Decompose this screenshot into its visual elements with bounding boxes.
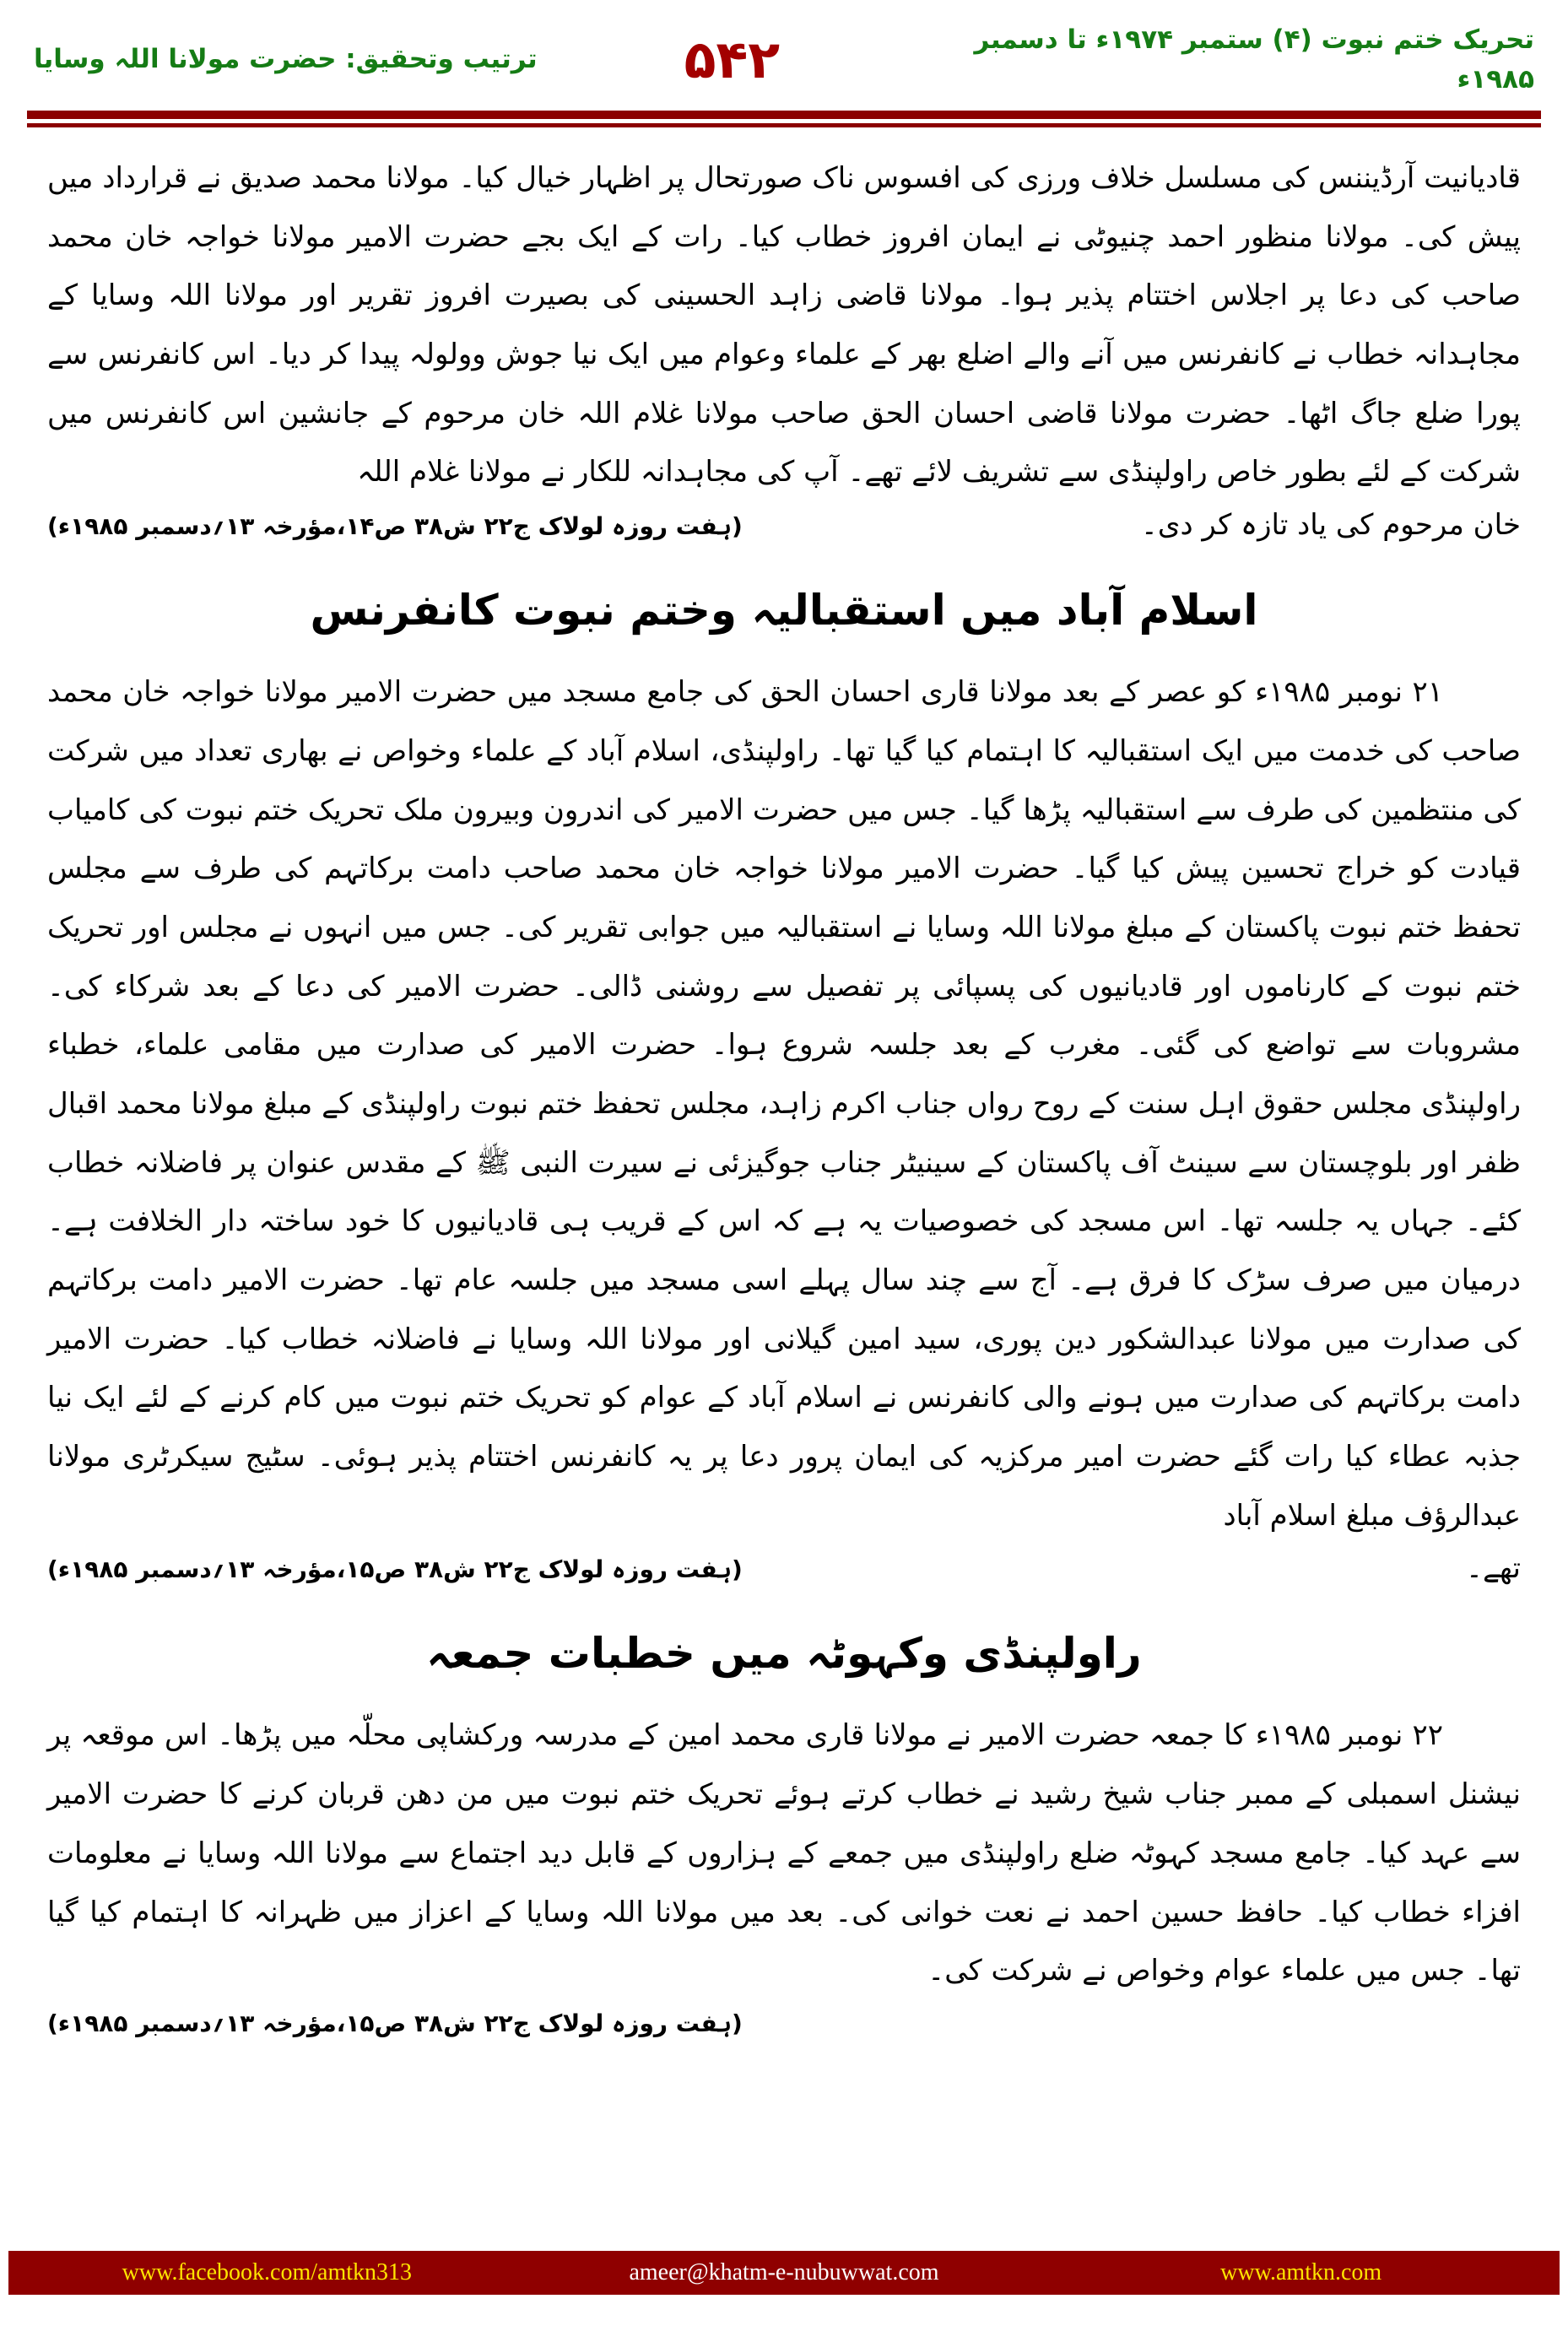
rawalpindi-paragraph: ۲۲ نومبر ۱۹۸۵ء کا جمعہ حضرت الامیر نے مولانا قاری محمد امین کے مدرسہ ورکشاپی محلّہ میں پڑھا۔ اس موقعہ پر نیشنل اسمبلی کے ممبر جناب شیخ رشید نے خطاب کرتے ہوئے تحریک ختم نبوت میں من دھن قربان کرنے کا حضرت الامیر سے عہد کیا۔ جامع مسجد کہوٹہ ضلع راولپنڈی میں جمعے کے ہزاروں کے قابل دید اجتماع سے مولانا اللہ وسایا نے معلومات افزاء خطاب کیا۔ حافظ حسین احمد نے نعت خوانی کی۔ بعد میں مولانا اللہ وسایا کے اعزاز میں ظہرانہ کا اہتمام کیا گیا تھا۔ جس میں علماء عوام وخواص نے شرکت کی۔: [47, 1718, 1521, 1988]
website-link[interactable]: www.amtkn.com: [1220, 2259, 1382, 2285]
footer-bar: [8, 2251, 1560, 2295]
intro-citation-row: [47, 507, 1521, 542]
islamabad-citation-row: [47, 1550, 1521, 1585]
intro-paragraph: قادیانیت آرڈیننس کی مسلسل خلاف ورزی کی افسوس ناک صورتحال پر اظہار خیال کیا۔ مولانا محمد صدیق نے قرارداد میں پیش کی۔ مولانا منظور احمد چنیوٹی نے ایمان افروز خطاب کیا۔ رات کے ایک بجے حضرت الامیر مولانا خواجہ خان محمد صاحب کی دعا پر اجلاس اختتام پذیر ہوا۔ مولانا قاضی زاہد الحسینی کی بصیرت افروز تقریر اور مولانا اللہ وسایا کے مجاہدانہ خطاب نے کانفرنس میں آنے والے اضلع بھر کے علماء وعوام میں ایک نیا جوش وولولہ پیدا کر دیا۔ اس کانفرنس سے پورا ضلع جاگ اٹھا۔ حضرت مولانا قاضی احسان الحق صاحب مولانا غلام اللہ خان مرحوم کے جانشین اس کانفرنس میں شرکت کے لئے بطور خاص راولپنڈی سے تشریف لائے تھے۔ آپ کی مجاہدانہ للکار نے مولانا غلام اللہ: [47, 161, 1521, 489]
rawalpindi-citation: (ہفت روزہ لولاک ج۲۲ ش۳۸ ص۱۵،مؤرخہ ۱۳؍دسمبر ۱۹۸۵ء): [47, 2009, 743, 2037]
islamabad-paragraph-last-line: تھے۔: [1466, 1551, 1521, 1586]
facebook-link[interactable]: www.facebook.com/amtkn313: [122, 2259, 413, 2285]
page-number: ۵۴۲: [684, 29, 781, 90]
page-body: [25, 127, 1543, 2037]
islamabad-citation: (ہفت روزہ لولاک ج۲۲ ش۳۸ ص۱۵،مؤرخہ ۱۳؍دسمبر ۱۹۸۵ء): [47, 1555, 743, 1584]
compiler-credit: ترتیب وتحقیق: حضرت مولانا اللہ وسایا: [34, 44, 538, 75]
email-link[interactable]: ameer@khatm-e-nubuwwat.com: [629, 2259, 939, 2285]
section-heading-rawalpindi: راولپنڈی وکہوٹہ میں خطبات جمعہ: [426, 1629, 1142, 1679]
intro-paragraph-last-line: خان مرحوم کی یاد تازہ کر دی۔: [1140, 508, 1521, 543]
rawalpindi-citation-row: [47, 2009, 1521, 2037]
section-heading-islamabad: اسلام آباد میں استقبالیہ وختم نبوت کانفرنس: [310, 586, 1258, 636]
page-header: [25, 15, 1543, 107]
book-title: تحریک ختم نبوت (۴) ستمبر ۱۹۷۴ء تا دسمبر ۱۹۸۵ء: [974, 24, 1534, 95]
intro-citation: (ہفت روزہ لولاک ج۲۲ ش۳۸ ص۱۴،مؤرخہ ۱۳؍دسمبر ۱۹۸۵ء): [47, 512, 743, 541]
header-rule-thick: [27, 111, 1541, 119]
islamabad-paragraph: ۲۱ نومبر ۱۹۸۵ء کو عصر کے بعد مولانا قاری احسان الحق کی جامع مسجد میں حضرت الامیر مولانا خواجہ خان محمد صاحب کی خدمت میں ایک استقبالیہ کا اہتمام کیا گیا تھا۔ راولپنڈی، اسلام آباد کے علماء وخواص نے بھاری تعداد میں شرکت کی منتظمین کی طرف سے استقبالیہ پڑھا گیا۔ جس میں حضرت الامیر کی اندرون وبیرون ملک تحریک ختم نبوت کی کامیاب قیادت کو خراج تحسین پیش کیا گیا۔ حضرت الامیر مولانا خواجہ خان محمد صاحب دامت برکاتہم کی طرف سے مجلس تحفظ ختم نبوت پاکستان کے مبلغ مولانا اللہ وسایا نے استقبالیہ میں جوابی تقریر کی۔ جس میں انہوں نے مجلس اور تحریک ختم نبوت کے کارناموں اور قادیانیوں کی پسپائی پر تفصیل سے روشنی ڈالی۔ حضرت الامیر کی دعا کے بعد شرکاء کی۔ مشروبات سے تواضع کی گئی۔ مغرب کے بعد جلسہ شروع ہوا۔ حضرت الامیر کی صدارت میں مقامی علماء، خطباء راولپنڈی مجلس حقوق اہل سنت کے روح رواں جناب اکرم زاہد، مجلس تحفظ ختم نبوت راولپنڈی کے مبلغ مولانا محمد اقبال ظفر اور بلوچستان سے سینٹ آف پاکستان کے سینیٹر جناب جوگیزئی نے سیرت النبی ﷺ کے مقدس عنوان پر فاضلانہ خطاب کئے۔ جہاں یہ جلسہ تھا۔ اس مسجد کی خصوصیات یہ ہے کہ اس کے قریب ہی قادیانیوں کا خود ساختہ دار الخلافت ہے۔ درمیان میں صرف سڑک کا فرق ہے۔ آج سے چند سال پہلے اسی مسجد میں جلسہ عام تھا۔ حضرت الامیر دامت برکاتہم کی صدارت میں مولانا عبدالشکور دین پوری، سید امین گیلانی اور مولانا اللہ وسایا نے فاضلانہ خطاب کیا۔ حضرت الامیر دامت برکاتہم کی صدارت میں ہونے والی کانفرنس نے اسلام آباد کے عوام کو تحریک ختم نبوت میں کام کرنے کے لئے ایک نیا جذبہ عطاء کیا رات گئے حضرت امیر مرکزیہ کی ایمان پرور دعا پر یہ کانفرنس اختتام پذیر ہوئی۔ سٹیج سیکرٹری مولانا عبدالرؤف مبلغ اسلام آباد: [47, 675, 1521, 1533]
